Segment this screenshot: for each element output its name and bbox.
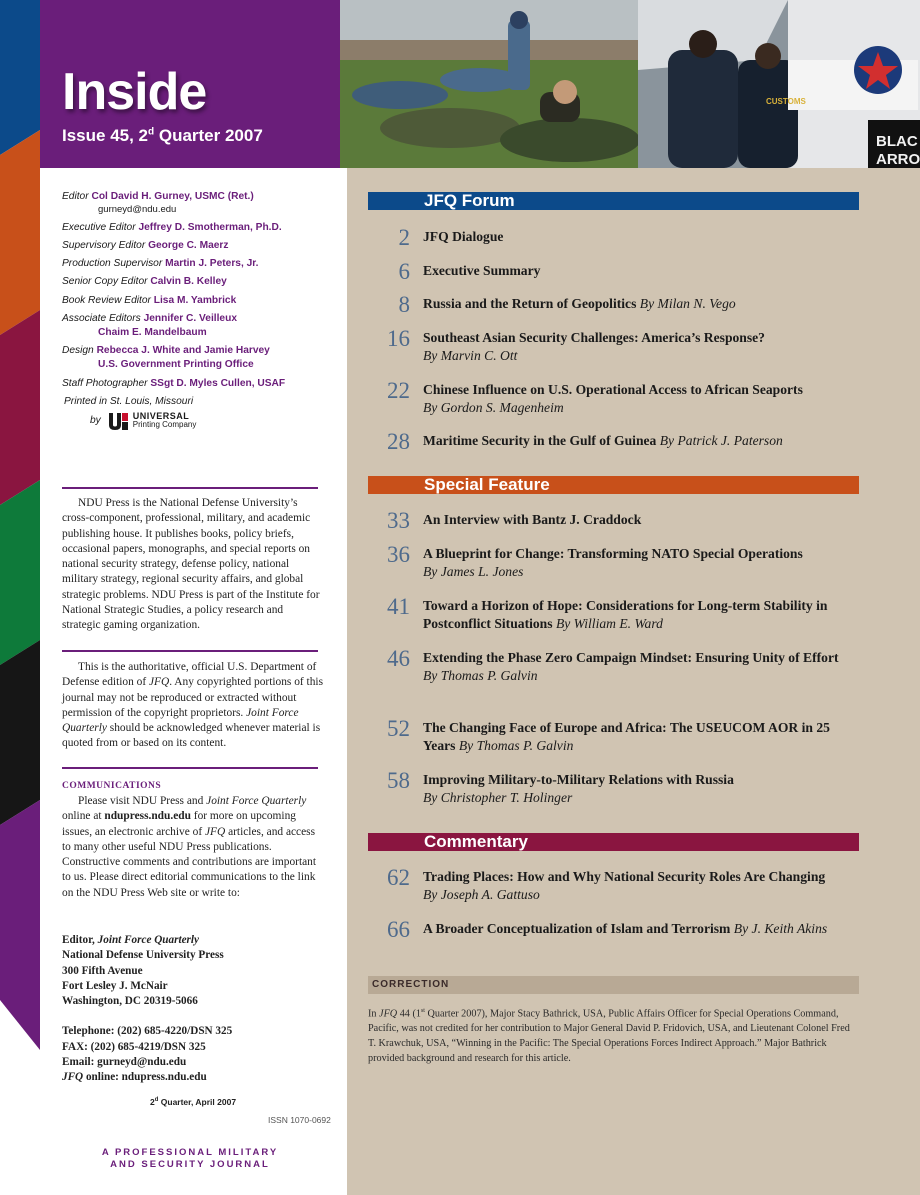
section-bar-special-feature: Special Feature	[368, 476, 859, 494]
masthead-production-supervisor: Production Supervisor Martin J. Peters, Jr.	[62, 258, 259, 270]
masthead-associate-editors: Associate Editors Jennifer C. Veilleux Chaim E. Mandelbaum	[62, 312, 237, 338]
masthead-supervisory-editor: Supervisory Editor George C. Maerz	[62, 239, 229, 251]
correction-bar	[368, 976, 859, 994]
issue-date: 2$^d$ Quarter, April 2007	[150, 1097, 237, 1107]
masthead	[62, 192, 332, 431]
masthead-design: Design Rebecca J. White and Jamie Harvey U.S. Government Printing Office	[62, 345, 270, 371]
telephone: Telephone: (202) 685-4220/DSN 325	[62, 1025, 233, 1038]
section-bar-commentary: Commentary	[368, 833, 859, 851]
universal-printing-logo-icon	[107, 411, 129, 431]
fax: FAX: (202) 685-4219/DSN 325	[62, 1040, 206, 1053]
communications-heading: COMMUNICATIONS	[62, 781, 162, 791]
correction-heading: CORRECTION	[372, 979, 450, 990]
email-address: Email: gurneyd@ndu.edu	[62, 1056, 187, 1069]
customs-officers-photo	[638, 0, 920, 168]
edge-color-stripes	[0, 0, 40, 1195]
communications-text: Please visit NDU Press and Joint Force Quarterly online at ndupress.ndu.edu for more on upcoming issues, an electronic archive of JFQ articles, and access to many other useful NDU Press publications. Constructive comments and contributions are important to us. Please direct editorial communications to the link on the NDU Press Web site or write to:	[62, 795, 317, 899]
online-address: JFQ online: ndupress.ndu.edu	[62, 1071, 207, 1084]
section-bar-jfq-forum: JFQ Forum	[368, 192, 859, 210]
masthead-copy-editor: Senior Copy Editor Calvin B. Kelley	[62, 276, 227, 288]
masthead-photographer: Staff Photographer SSgt D. Myles Cullen, USAF	[62, 377, 286, 389]
photo-text-customs: CUSTOMS	[766, 97, 806, 106]
masthead-executive-editor: Executive Editor Jeffrey D. Smotherman, Ph.D.	[62, 221, 282, 233]
journal-tagline: A PROFESSIONAL MILITARY AND SECURITY JOURNAL	[101, 1147, 279, 1170]
printer-logo: UNIVERSAL Printing Company	[107, 411, 197, 431]
mailing-address: Editor, Joint Force Quarterly National Defense University Press 300 Fifth Avenue Fort Lesley J. McNair Washington, DC 20319-5066 Telephone: (202) 685-4220/DSN 325 FAX: (202) 685-4219/DSN 325 Email: gurneyd@ndu.edu JFQ online: ndupress.ndu.edu	[62, 933, 324, 1086]
correction-text: In JFQ 44 (1st Quarter 2007), Major Stacy Bathrick, USA, Public Affairs Officer for Special Operations Command, Pacific, was not credited for her contribution to Major General David P. Fridovich, USA, and Lieutenant Colonel Fred T. Krawchuk, USA, “Winning in the Pacific: The Special Operations Forces Indirect Approach.” Major Bathrick provided background and research for this article.	[368, 1008, 850, 1065]
issue-line: Issue 45, 2$^d$ Quarter 2007	[62, 126, 263, 145]
official-edition-notice: This is the authoritative, official U.S. Department of Defense edition of JFQ. Any copyrighted portions of this journal may not be reproduced or extracted without permission of the copyright proprietors. Joint Force Quarterly should be acknowledged whenever material is quoted from or based on its content.	[62, 661, 323, 750]
about-ndu-press: NDU Press is the National Defense University’s cross-component, professional, military, and academic publishing house. It publishes books, policy briefs, occasional papers, monographs, and special reports on national security strategy, defense policy, national military strategy, regional security affairs, and global strategic problems. NDU Press is part of the Institute for National Strategic Studies, a policy research and strategic gaming organization.	[62, 497, 320, 632]
divider	[62, 487, 318, 489]
divider	[62, 767, 318, 769]
masthead-book-review-editor: Book Review Editor Lisa M. Yambrick	[62, 294, 237, 306]
soldiers-training-photo	[340, 0, 638, 168]
divider	[62, 650, 318, 652]
masthead-printed: Printed in St. Louis, Missouri by UNIVERSAL Printing Company	[64, 395, 197, 430]
page-title: Inside	[62, 63, 207, 121]
issn: ISSN 1070-0692	[268, 1115, 331, 1125]
masthead-editor: Editor Col David H. Gurney, USMC (Ret.) gurneyd@ndu.edu	[62, 191, 254, 216]
photo-text-2: ARRO	[876, 151, 920, 168]
photo-text-1: BLAC	[876, 133, 918, 150]
